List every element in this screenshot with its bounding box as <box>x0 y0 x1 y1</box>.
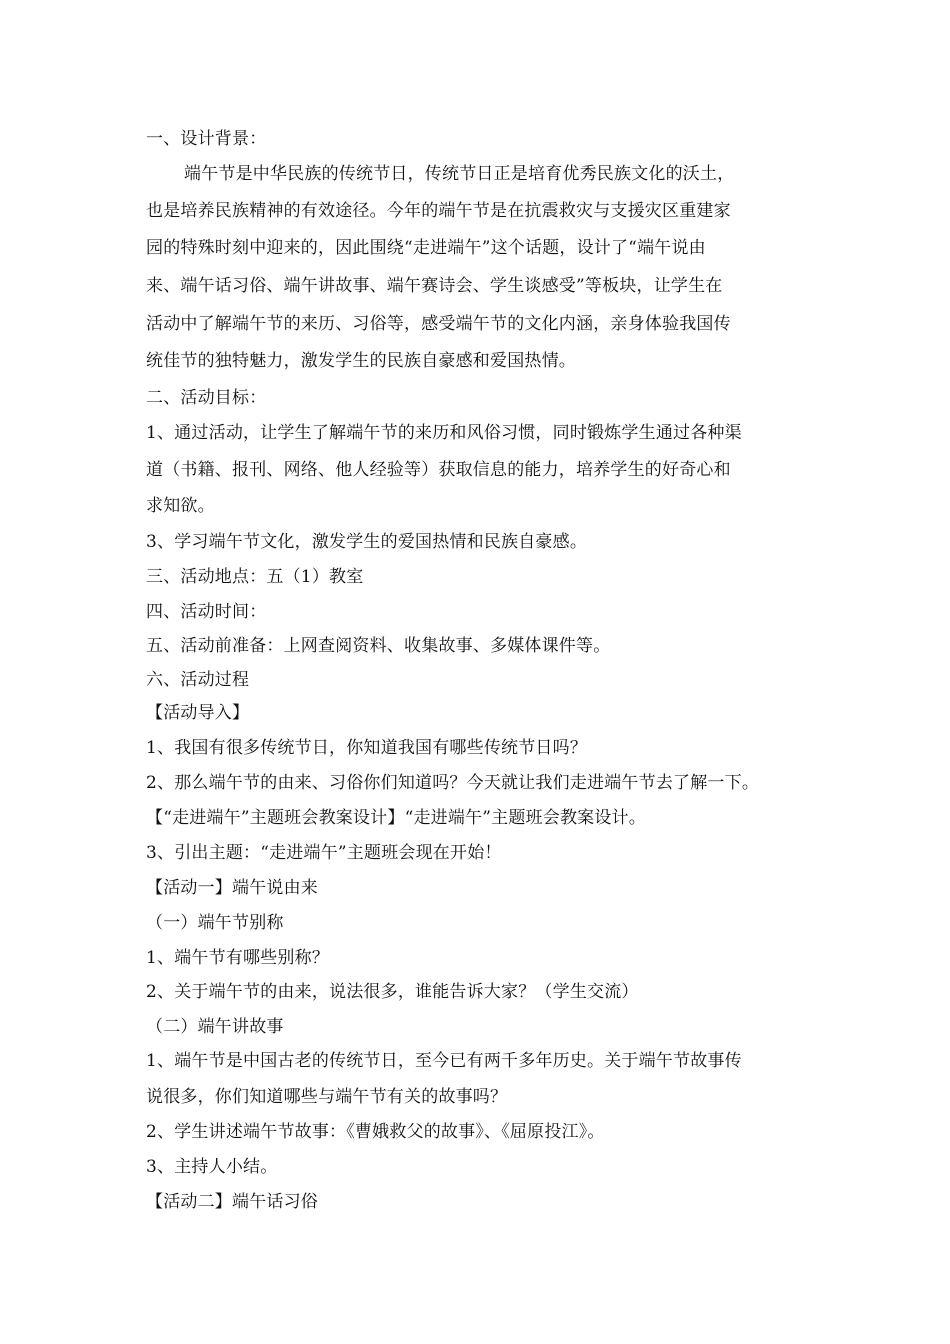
list-item: 说很多，你们知道哪些与端午节有关的故事吗？ <box>146 1087 508 1107</box>
section-heading: 三、活动地点：五（1）教室 <box>146 567 364 587</box>
section-heading: 四、活动时间： <box>146 602 267 622</box>
list-item: 1、通过活动，让学生了解端午节的来历和风俗习惯，同时锻炼学生通过各种渠 <box>146 423 742 443</box>
list-item: 道（书籍、报刊、网络、他人经验等）获取信息的能力，培养学生的好奇心和 <box>146 460 731 480</box>
list-item: 2、学生讲述端午节故事：《曹娥救父的故事》、《屈原投江》。 <box>146 1122 605 1142</box>
list-item: 1、端午节有哪些别称？ <box>146 948 330 968</box>
paragraph-line: 也是培养民族精神的有效途径。今年的端午节是在抗震救灾与支援灾区重建家 <box>146 201 731 221</box>
section-heading: 一、设计背景： <box>146 129 267 149</box>
paragraph-line: 活动中了解端午节的来历、习俗等，感受端午节的文化内涵，亲身体验我国传 <box>146 314 731 334</box>
list-item: 3、学习端午节文化，激发学生的爱国热情和民族自豪感。 <box>146 532 588 552</box>
list-item: 1、端午节是中国古老的传统节日，至今已有两千多年历史。关于端午节故事传 <box>146 1051 742 1071</box>
subsection-heading: 【活动导入】 <box>146 703 250 723</box>
list-item: 3、主持人小结。 <box>146 1157 278 1177</box>
list-item: 求知欲。 <box>146 496 215 516</box>
paragraph-line: 园的特殊时刻中迎来的，因此围绕“走进端午”这个话题，设计了“端午说由 <box>146 238 706 258</box>
paragraph-line: 统佳节的独特魅力，激发学生的民族自豪感和爱国热情。 <box>146 351 576 371</box>
section-heading: 二、活动目标： <box>146 388 267 408</box>
subsection-heading: （二）端午讲故事 <box>146 1017 284 1037</box>
section-heading: 五、活动前准备：上网查阅资料、收集故事、多媒体课件等。 <box>146 636 611 656</box>
list-item: 2、关于端午节的由来，说法很多，谁能告诉大家？（学生交流） <box>146 982 639 1002</box>
subsection-heading: 【活动一】端午说由来 <box>146 878 318 898</box>
list-item: 2、那么端午节的由来、习俗你们知道吗？今天就让我们走进端午节去了解一下。 <box>146 773 760 793</box>
subsection-heading: 【活动二】端午话习俗 <box>146 1192 318 1212</box>
subsection-heading: （一）端午节别称 <box>146 913 284 933</box>
paragraph-line: 端午节是中华民族的传统节日，传统节日正是培育优秀民族文化的沃土， <box>184 164 735 184</box>
list-item: 1、我国有很多传统节日，你知道我国有哪些传统节日吗？ <box>146 738 588 758</box>
section-heading: 六、活动过程 <box>146 670 250 690</box>
paragraph-line: 来、端午话习俗、端午讲故事、端午赛诗会、学生谈感受”等板块，让学生在 <box>146 276 723 296</box>
list-item: 3、引出主题：“走进端午”主题班会现在开始！ <box>146 843 502 863</box>
paragraph-line: 【“走进端午”主题班会教案设计】“走进端午”主题班会教案设计。 <box>146 808 646 828</box>
